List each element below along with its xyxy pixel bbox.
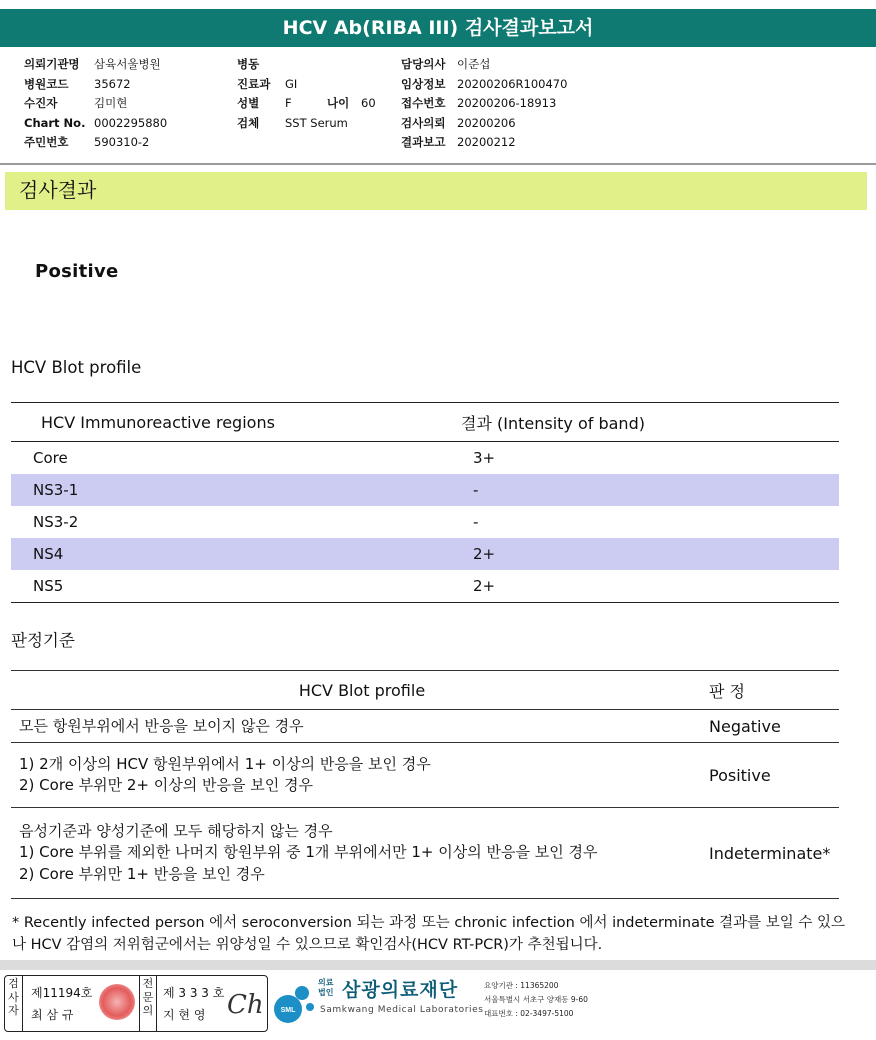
info-key: 병동 <box>237 57 260 71</box>
table-row <box>11 808 839 899</box>
seal-icon <box>99 984 135 1020</box>
lab-address-line: 요양기관 : 11365200 <box>484 981 559 990</box>
info-value: 이준섭 <box>457 57 491 71</box>
info-key: 주민번호 <box>24 135 69 149</box>
info-column-2 <box>237 55 376 133</box>
specialist-name: 지 현 영 <box>163 1008 206 1022</box>
lab-name: 삼광의료재단 <box>342 979 459 1001</box>
criteria-line: 2) Core 부위만 2+ 이상의 반응을 보인 경우 <box>19 776 313 794</box>
logo-abbr: SML <box>280 1007 296 1014</box>
signature-stamp <box>4 975 268 1032</box>
column-header-judgment: 판 정 <box>705 671 839 710</box>
criteria-line: 모든 항원부위에서 반응을 보이지 않은 경우 <box>19 717 304 735</box>
info-value: 35672 <box>94 76 131 91</box>
intensity-cell: - <box>461 474 839 506</box>
criteria-cell <box>11 710 705 743</box>
region-cell: NS4 <box>11 538 461 570</box>
table-row <box>11 442 839 475</box>
footer-band <box>0 960 876 970</box>
sml-logo-icon <box>272 981 316 1025</box>
intensity-cell: 3+ <box>473 449 496 467</box>
section-title: 검사결과 <box>19 178 97 202</box>
info-key: 검체 <box>237 115 260 130</box>
info-value: 20200206R100470 <box>457 76 568 91</box>
lab-address-line: 대표번호 : 02-3497-5100 <box>484 1009 574 1018</box>
table-header-row <box>11 671 839 710</box>
signature-icon: Ch <box>227 990 264 1020</box>
lab-category-line: 법인 <box>318 988 334 997</box>
table-row <box>11 506 839 538</box>
intensity-cell: - <box>473 513 479 531</box>
judgment-cell: Indeterminate* <box>705 808 839 899</box>
criteria-line: 1) 2개 이상의 HCV 항원부위에서 1+ 이상의 반응을 보인 경우 <box>19 755 431 773</box>
footnote: * Recently infected person 에서 seroconversion 되는 과정 또는 chronic infection 에서 indeterminate 결과를 보일 수 있으나 HCV 감염의 저위험군에서는 위양성일 수 있으므로 확인검사(HCV RT-PCR)가 추천됩니다. <box>12 915 846 953</box>
tester-license: 제11194호 <box>31 986 93 1000</box>
lab-address <box>484 979 588 1021</box>
info-key-age: 나이 <box>327 96 350 110</box>
intensity-cell: 2+ <box>461 538 839 570</box>
info-key: 의뢰기관명 <box>24 57 80 71</box>
region-cell: NS3-1 <box>11 474 461 506</box>
info-key: 진료과 <box>237 76 271 91</box>
column-header-profile: HCV Blot profile <box>11 671 705 710</box>
region-cell: Core <box>33 449 68 467</box>
stamp-role-tester: 검사자 <box>5 976 23 1031</box>
criteria-label: 판정기준 <box>11 631 75 650</box>
info-key: 접수번호 <box>401 96 446 110</box>
info-value: F <box>285 96 292 110</box>
section-header <box>5 172 867 210</box>
blot-table <box>11 402 839 603</box>
test-result: Positive <box>35 261 119 282</box>
criteria-cell <box>11 743 705 808</box>
table-row <box>11 743 839 808</box>
table-row <box>11 474 839 506</box>
table-row <box>11 710 839 743</box>
lab-logo <box>270 975 870 1030</box>
info-key: 담당의사 <box>401 57 446 71</box>
table-header-row <box>11 403 839 442</box>
lab-category-line: 의료 <box>318 978 334 987</box>
info-key: 결과보고 <box>401 135 446 149</box>
info-value: 590310-2 <box>94 135 150 149</box>
table-row <box>11 570 839 603</box>
info-key: Chart No. <box>24 115 86 130</box>
region-cell: NS3-2 <box>33 513 79 531</box>
criteria-line: 음성기준과 양성기준에 모두 해당하지 않는 경우 <box>19 821 333 840</box>
info-value: SST Serum <box>285 115 348 130</box>
info-value: 20200206-18913 <box>457 96 557 110</box>
info-key: 검사의뢰 <box>401 115 446 130</box>
judgment-cell: Negative <box>705 710 839 743</box>
info-value: 20200206 <box>457 115 516 130</box>
tester-name: 최 삼 규 <box>31 1008 74 1022</box>
region-cell: NS5 <box>33 577 64 595</box>
info-value: GI <box>285 76 298 91</box>
table-row <box>11 538 839 570</box>
criteria-line: 1) Core 부위를 제외한 나머지 항원부위 중 1개 부위에서만 1+ 이상의 반응을 보인 경우 <box>19 843 598 862</box>
info-key: 병원코드 <box>24 76 69 91</box>
column-header-regions: HCV Immunoreactive regions <box>41 412 275 432</box>
info-value: 0002295880 <box>94 115 168 130</box>
specialist-license: 제 3 3 3 호 <box>163 986 225 1000</box>
info-value-age: 60 <box>361 96 376 110</box>
info-column-1 <box>24 55 167 153</box>
info-key: 임상정보 <box>401 76 446 91</box>
criteria-table <box>11 670 839 899</box>
stamp-role-specialist: 전문의 <box>139 976 157 1031</box>
info-value: 김미현 <box>94 96 128 110</box>
lab-english-name: Samkwang Medical Laboratories <box>320 1005 484 1015</box>
judgment-cell: Positive <box>705 743 839 808</box>
criteria-line: 2) Core 부위만 1+ 반응을 보인 경우 <box>19 864 265 883</box>
info-value: 삼육서울병원 <box>94 57 161 71</box>
info-column-3 <box>401 55 567 153</box>
blot-profile-label: HCV Blot profile <box>11 358 142 377</box>
column-header-intensity: 결과 (Intensity of band) <box>461 413 645 433</box>
info-value: 20200212 <box>457 135 516 149</box>
report-title: HCV Ab(RIBA III) 검사결과보고서 <box>0 9 876 47</box>
patient-info <box>0 55 876 163</box>
lab-address-line: 서울특별시 서초구 양재동 9-60 <box>484 995 588 1004</box>
intensity-cell: 2+ <box>473 577 496 595</box>
lab-category <box>318 978 333 998</box>
divider <box>0 163 876 165</box>
criteria-cell <box>11 808 705 899</box>
info-key: 성별 <box>237 96 260 110</box>
info-key: 수진자 <box>24 96 58 110</box>
